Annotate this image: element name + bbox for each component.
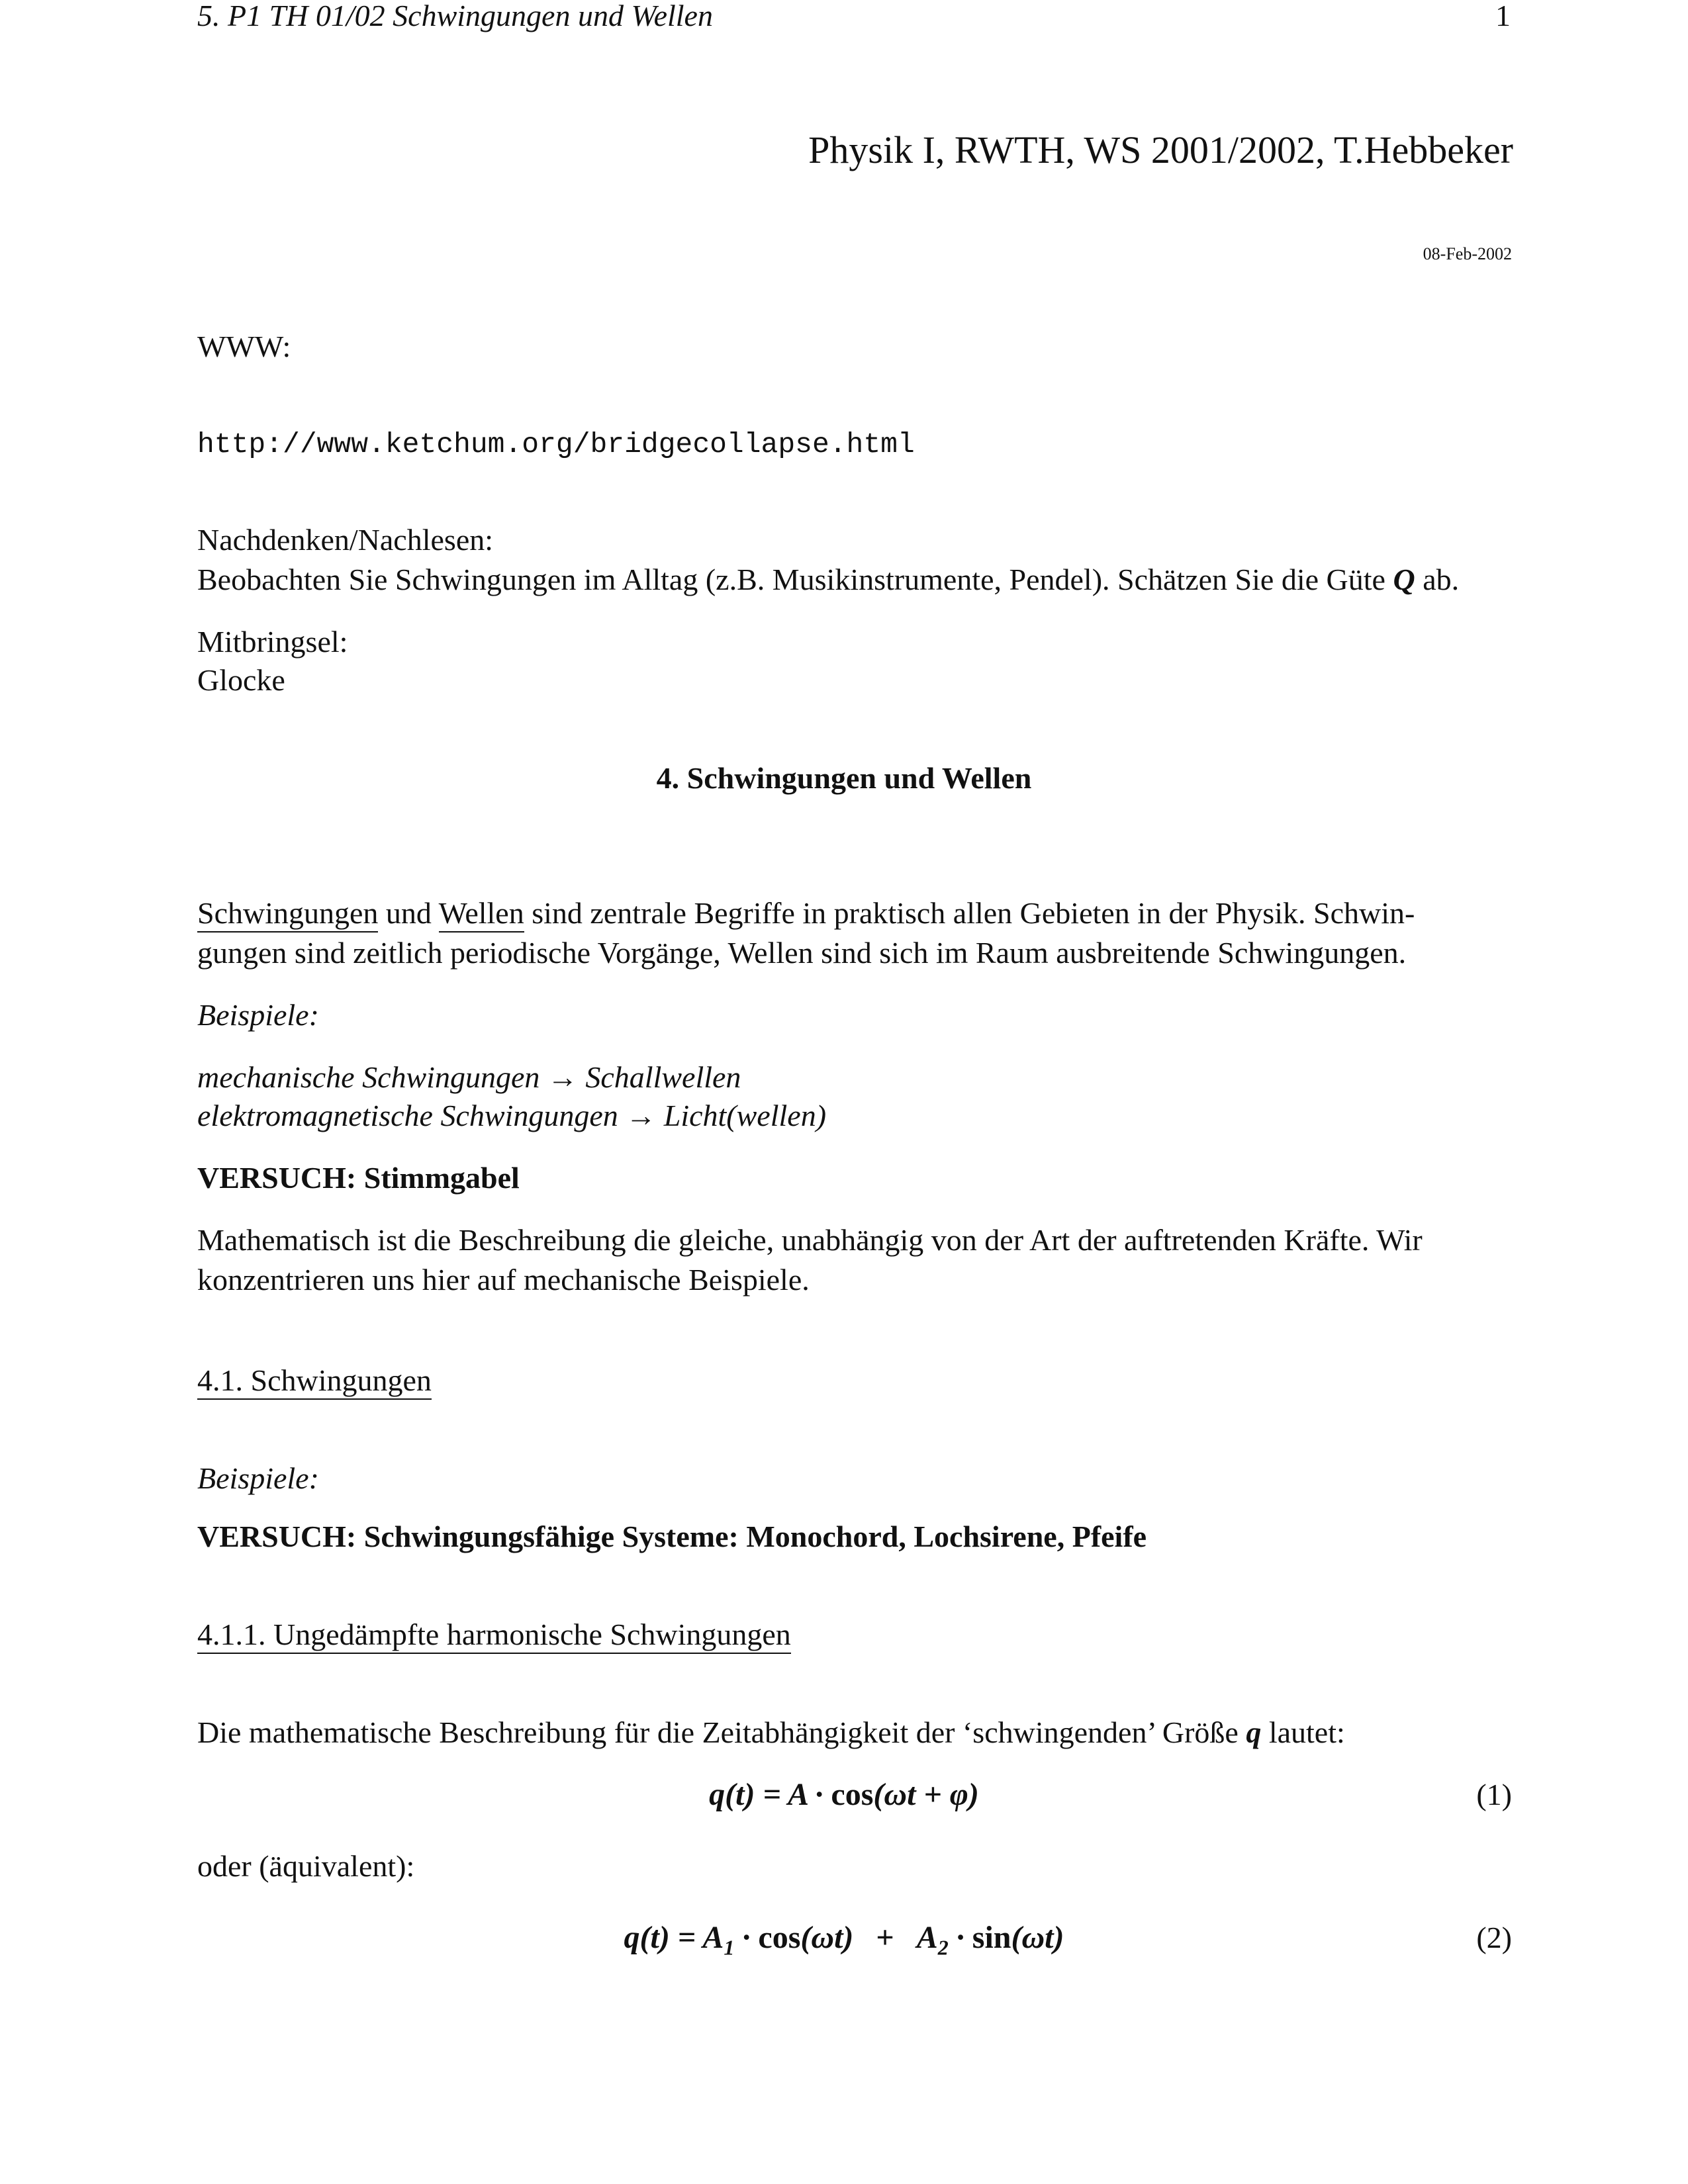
mitbringsel-item: Glocke (197, 663, 285, 697)
page-number: 1 (1495, 0, 1511, 32)
equation-1-number: (1) (1476, 1778, 1512, 1811)
nachdenken-label: Nachdenken/Nachlesen: (197, 523, 494, 557)
www-label: WWW: (197, 330, 291, 363)
section-4-1-1-title: 4.1.1. Ungedämpfte harmonische Schwingungen (197, 1617, 791, 1654)
quality-symbol: Q (1393, 563, 1415, 596)
description-before: Die mathematische Beschreibung für die Zeitabhängigkeit der ‘schwingenden’ Größe (197, 1715, 1239, 1749)
equation-2-arg-1: (ωt) (800, 1920, 854, 1955)
nachdenken-text-after: ab. (1423, 563, 1460, 596)
description-after: lautet: (1268, 1715, 1345, 1749)
equation-1-cos: cos (831, 1777, 874, 1812)
equation-1-arg: (ωt + φ) (873, 1777, 979, 1812)
equation-1-lhs: q(t) = A · (709, 1777, 831, 1812)
chapter-title: 4. Schwingungen und Wellen (656, 761, 1032, 795)
date-stamp: 08-Feb-2002 (1423, 244, 1512, 263)
intro-line-1-rest: sind zentrale Begriffe in praktisch allen Gebieten in der Physik. Schwin- (532, 896, 1415, 930)
example-electromagnetic-right: Licht(wellen) (663, 1099, 827, 1132)
nachdenken-text-before: Beobachten Sie Schwingungen im Alltag (z.B. Musikinstrumente, Pendel). Schätzen Sie die Güte (197, 563, 1385, 596)
right-arrow-icon: → (547, 1060, 578, 1094)
example-mechanical-left: mechanische Schwingungen (197, 1060, 540, 1094)
word-und: und (385, 896, 432, 930)
section-4-1-heading (197, 1361, 432, 1400)
equation-2-dot-1: · (734, 1920, 759, 1955)
running-header: 5. P1 TH 01/02 Schwingungen und Wellen (197, 0, 713, 32)
equation-2 (0, 1918, 1688, 1968)
q-symbol: q (1246, 1715, 1262, 1749)
equation-2-cos: cos (758, 1920, 801, 1955)
math-para-line-2: konzentrieren uns hier auf mechanische Beispiele. (197, 1263, 810, 1297)
nachdenken-text (197, 560, 1459, 600)
beispiele-label-1: Beispiele: (197, 998, 319, 1032)
equation-2-sub-2: 2 (937, 1935, 949, 1960)
example-mechanical-right: Schallwellen (585, 1060, 741, 1094)
term-wellen: Wellen (439, 896, 524, 933)
equation-2-term-2: A (916, 1920, 938, 1955)
equation-2-dot-2: · (948, 1920, 972, 1955)
equation-2-sub-1: 1 (724, 1935, 735, 1960)
mitbringsel-label: Mitbringsel: (197, 625, 348, 659)
term-schwingungen: Schwingungen (197, 896, 378, 933)
equation-2-plus: + (876, 1920, 894, 1955)
beispiele-label-2: Beispiele: (197, 1461, 319, 1495)
www-url[interactable]: http://www.ketchum.org/bridgecollapse.html (197, 428, 915, 461)
example-electromagnetic (197, 1096, 826, 1136)
example-mechanical (197, 1058, 741, 1097)
example-electromagnetic-left: elektromagnetische Schwingungen (197, 1099, 618, 1132)
versuch-systeme: VERSUCH: Schwingungsfähige Systeme: Monochord, Lochsirene, Pfeife (197, 1520, 1147, 1553)
intro-line-1 (197, 893, 1415, 933)
equation-2-arg-2: (ωt) (1011, 1920, 1064, 1955)
section-4-1-1-heading (197, 1615, 791, 1655)
math-para-line-1: Mathematisch ist die Beschreibung die gleiche, unabhängig von der Art der auftretenden Kräfte. Wir (197, 1223, 1423, 1257)
intro-line-2: gungen sind zeitlich periodische Vorgänge, Wellen sind sich im Raum ausbreitende Schwingungen. (197, 936, 1407, 970)
equation-2-lhs: q(t) = A (624, 1920, 724, 1955)
course-title: Physik I, RWTH, WS 2001/2002, T.Hebbeker (808, 128, 1513, 171)
equation-2-sin: sin (972, 1920, 1011, 1955)
description-line (197, 1713, 1345, 1752)
versuch-stimmgabel: VERSUCH: Stimmgabel (197, 1161, 520, 1195)
oder-text: oder (äquivalent): (197, 1849, 415, 1883)
equation-2-number: (2) (1476, 1921, 1512, 1954)
right-arrow-icon: → (626, 1099, 657, 1132)
section-4-1-title: 4.1. Schwingungen (197, 1363, 432, 1400)
equation-1 (0, 1775, 1688, 1815)
